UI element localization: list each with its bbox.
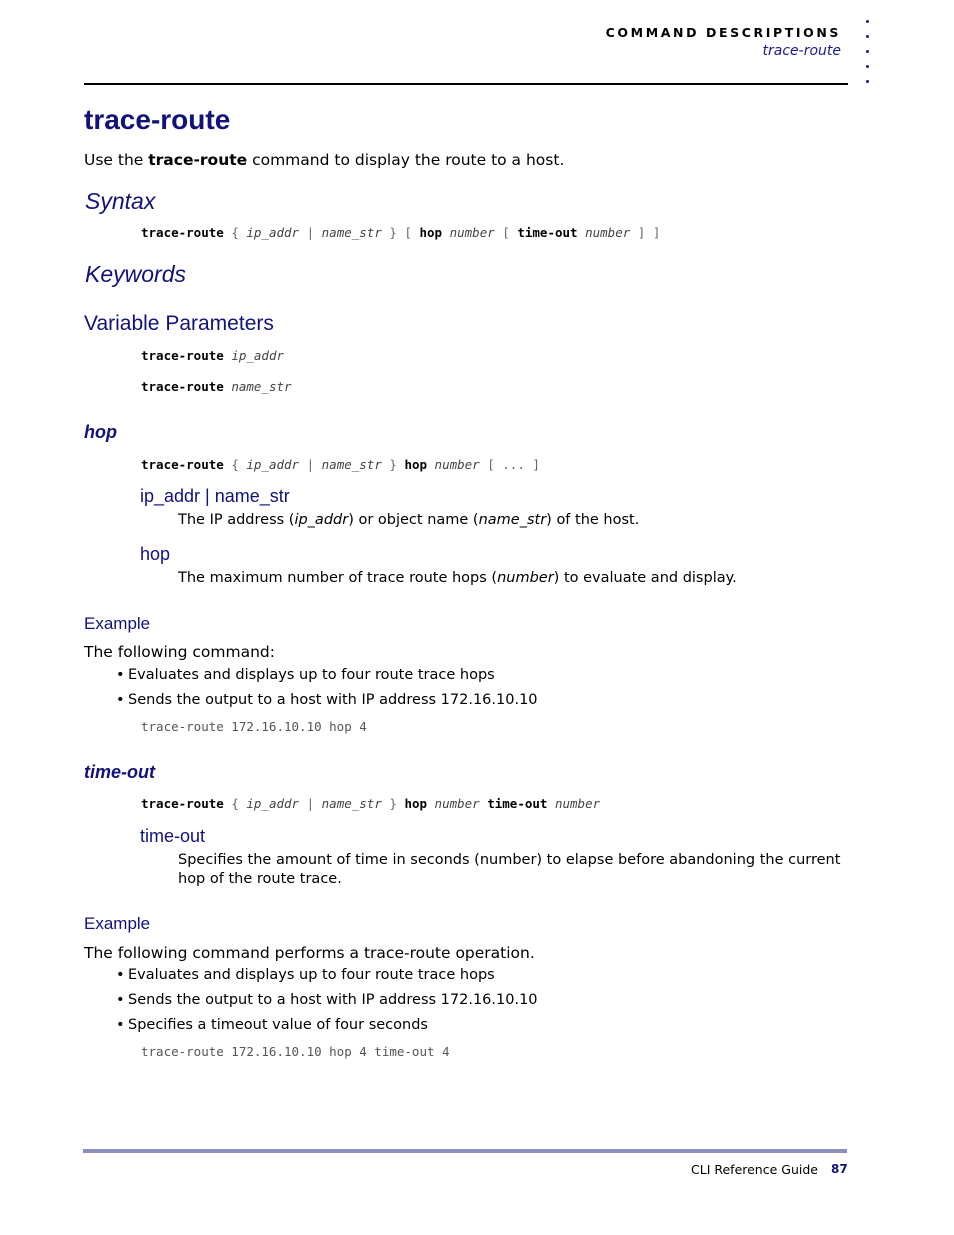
code-punct: { (223, 457, 247, 472)
header-rule (84, 83, 848, 85)
header-dot (866, 65, 869, 68)
hop-heading: hop (84, 422, 117, 442)
code-arg: number (547, 796, 601, 811)
page-title: trace-route (84, 104, 231, 135)
code-keyword: hop (404, 796, 428, 811)
param-heading-ip-addr-name-str: ip_addr | name_str (140, 486, 290, 506)
param-text: The maximum number of trace route hops ( (178, 570, 498, 586)
example-heading: Example (84, 614, 151, 633)
variable-parameter-line (141, 348, 284, 363)
param-italic: name_str (478, 512, 547, 528)
param-italic: number (497, 570, 554, 586)
param-text: ) of the host. (546, 512, 640, 528)
code-arg: number (577, 225, 631, 240)
param-description-line: Specifies the amount of time in seconds (number) to elapse before abandoning the current (178, 852, 841, 868)
footer-rule (83, 1149, 847, 1153)
code-command: trace-route (141, 379, 224, 394)
list-item: • Sends the output to a host with IP address 172.16.10.10 (128, 992, 538, 1008)
example-code: trace-route 172.16.10.10 hop 4 (141, 719, 367, 734)
variable-parameter-line (141, 379, 292, 394)
code-command: trace-route (141, 348, 224, 363)
code-arg: ip_addr (246, 225, 300, 240)
param-heading-hop: hop (140, 544, 171, 564)
header-dot (866, 35, 869, 38)
code-punct: { (223, 796, 247, 811)
time-out-syntax-line (141, 796, 600, 811)
param-text: ) or object name ( (348, 512, 479, 528)
syntax-line (141, 225, 660, 240)
code-command: trace-route (141, 796, 224, 811)
example-code: trace-route 172.16.10.10 hop 4 time-out 4 (141, 1044, 450, 1059)
header-dot (866, 20, 869, 23)
code-arg: number (442, 225, 495, 240)
code-command: trace-route (141, 457, 224, 472)
param-description (178, 512, 639, 528)
example-heading: Example (84, 914, 151, 933)
intro-text: command to display the route to a host. (247, 151, 565, 169)
example-lead: The following command: (84, 643, 275, 661)
param-description-line: hop of the route trace. (178, 871, 342, 887)
list-item: • Specifies a timeout value of four seconds (128, 1017, 428, 1033)
code-punct: } (381, 796, 405, 811)
code-punct: } (381, 457, 405, 472)
code-arg: ip_addr (223, 348, 285, 363)
running-header-section: COMMAND DESCRIPTIONS (605, 25, 841, 40)
intro-text: Use the (84, 151, 149, 169)
code-punct: ] ] (630, 225, 661, 240)
param-description (178, 570, 737, 586)
code-keyword: time-out (517, 225, 578, 240)
intro-command: trace-route (148, 151, 248, 169)
code-arg: name_str (223, 379, 292, 394)
footer-guide-title: CLI Reference Guide (691, 1162, 818, 1177)
param-text: The IP address ( (178, 512, 295, 528)
list-item: • Evaluates and displays up to four route trace hops (128, 667, 495, 683)
code-keyword: time-out (487, 796, 548, 811)
time-out-heading: time-out (84, 762, 155, 782)
code-punct: | (299, 796, 322, 811)
param-heading-time-out: time-out (140, 826, 206, 846)
intro-paragraph (84, 151, 564, 169)
code-punct: } [ (381, 225, 420, 240)
code-punct: [ (494, 225, 518, 240)
keywords-heading: Keywords (85, 261, 186, 287)
example-lead: The following command performs a trace-route operation. (84, 944, 535, 962)
code-punct: { (223, 225, 247, 240)
list-item: • Sends the output to a host with IP address 172.16.10.10 (128, 692, 538, 708)
param-italic: ip_addr (294, 512, 349, 528)
code-arg: name_str (321, 225, 382, 240)
code-command: trace-route (141, 225, 224, 240)
header-dot (866, 80, 869, 83)
syntax-heading: Syntax (85, 188, 156, 214)
param-text: ) to evaluate and display. (553, 570, 737, 586)
code-arg: name_str (321, 796, 382, 811)
code-arg: ip_addr (246, 796, 300, 811)
code-punct: | (299, 225, 322, 240)
code-arg: number (427, 457, 480, 472)
hop-syntax-line (141, 457, 540, 472)
code-keyword: hop (404, 457, 428, 472)
header-dot (866, 50, 869, 53)
code-keyword: hop (419, 225, 443, 240)
code-arg: name_str (321, 457, 382, 472)
running-header-subsection: trace-route (762, 43, 841, 59)
list-item: • Evaluates and displays up to four route trace hops (128, 967, 495, 983)
code-arg: ip_addr (246, 457, 300, 472)
page-number: 87 (831, 1162, 848, 1176)
code-punct: [ ... ] (479, 457, 540, 472)
code-punct: | (299, 457, 322, 472)
code-arg: number (427, 796, 488, 811)
variable-parameters-heading: Variable Parameters (84, 312, 274, 335)
